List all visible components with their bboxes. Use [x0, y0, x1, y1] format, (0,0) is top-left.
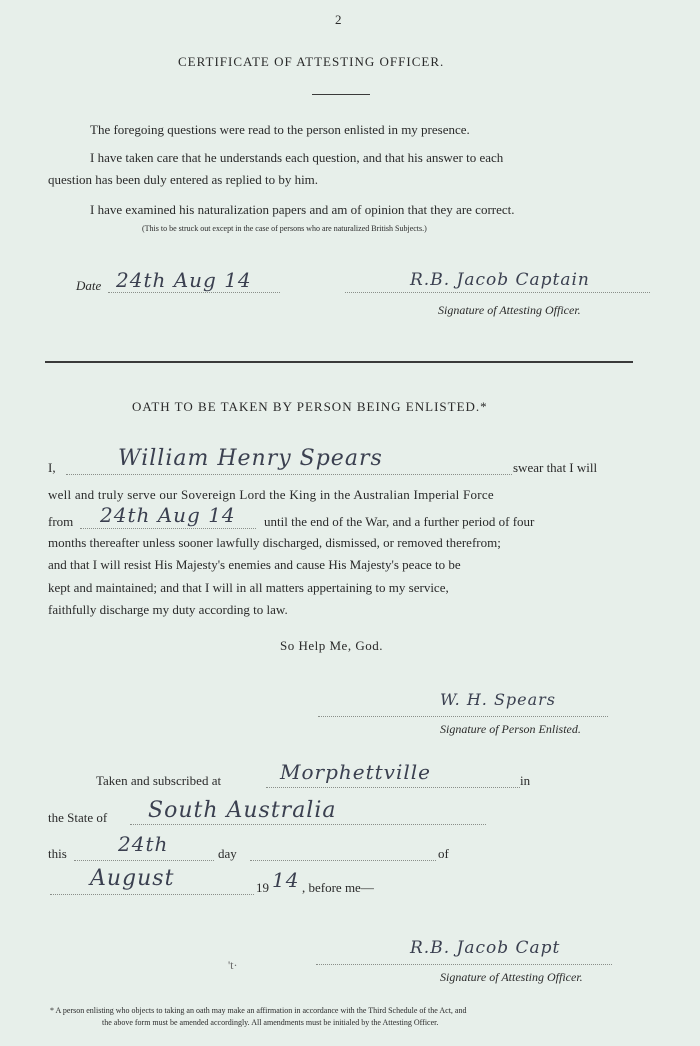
stray-mark: 't·: [228, 958, 238, 972]
enlisted-signature-caption: Signature of Person Enlisted.: [440, 722, 581, 736]
date-line: [108, 292, 280, 293]
oath-name: William Henry Spears: [118, 446, 383, 471]
day-label: day: [218, 846, 237, 861]
title-underline: [312, 94, 370, 95]
certificate-line2b: question has been duly entered as replied to by him.: [48, 172, 319, 187]
date-value: 24th Aug 14: [116, 268, 252, 292]
month-line: [50, 894, 254, 895]
oath-text2: until the end of the War, and a further period of four: [264, 514, 535, 529]
certificate-line1: The foregoing questions were read to the person enlisted in my presence.: [90, 122, 470, 137]
oath-text3: months thereafter unless sooner lawfully discharged, dismissed, or removed therefrom;: [48, 535, 501, 550]
oath-from-label: from: [48, 514, 74, 529]
final-officer-signature: R.B. Jacob Capt: [410, 938, 561, 958]
certificate-note: (This to be struck out except in the case of persons who are naturalized British Subjects.): [142, 224, 427, 233]
officer-signature-caption: Signature of Attesting Officer.: [438, 303, 581, 317]
oath-swear: swear that I will: [513, 460, 598, 475]
taken-label: Taken and subscribed at: [96, 773, 222, 788]
oath-text1: well and truly serve our Sovereign Lord the King in the Australian Imperial Force: [48, 487, 494, 502]
date-label: Date: [76, 278, 102, 293]
month-value: August: [90, 866, 175, 891]
certificate-line3: I have examined his naturalization papers and am of opinion that they are correct.: [90, 202, 515, 217]
oath-name-line: [66, 474, 512, 475]
day-value-line: [74, 860, 214, 861]
year-prefix: 19: [256, 880, 269, 895]
state-label: the State of: [48, 810, 108, 825]
taken-place: Morphettville: [280, 760, 431, 784]
oath-i-label: I,: [48, 460, 56, 475]
this-label: this: [48, 846, 67, 861]
of-label: of: [438, 846, 449, 861]
month-line-top: [250, 860, 436, 861]
final-officer-signature-line: [316, 964, 612, 965]
state-line: [130, 824, 486, 825]
before-me: , before me—: [302, 880, 374, 895]
state-value: South Australia: [148, 798, 337, 823]
footnote-line1: * A person enlisting who objects to taking an oath may make an affirmation in accordance with the Third Schedule of the Act, and: [50, 1006, 467, 1015]
oath-text5: kept and maintained; and that I will in all matters appertaining to my service,: [48, 580, 449, 595]
oath-text4: and that I will resist His Majesty's enemies and cause His Majesty's peace to be: [48, 557, 461, 572]
enlisted-signature-line: [318, 716, 608, 717]
final-officer-signature-caption: Signature of Attesting Officer.: [440, 970, 583, 984]
oath-from-line: [80, 528, 256, 529]
oath-from-date: 24th Aug 14: [100, 503, 236, 527]
oath-title: OATH TO BE TAKEN BY PERSON BEING ENLISTED.*: [132, 399, 488, 414]
taken-place-line: [266, 787, 520, 788]
taken-in-label: in: [520, 773, 531, 788]
day-value: 24th: [118, 832, 169, 856]
footnote-line2: the above form must be amended accordingly. All amendments must be initialed by the Attesting Officer.: [102, 1018, 439, 1027]
officer-signature-line: [345, 292, 650, 293]
section-divider: [45, 361, 633, 363]
year-value: 14: [272, 868, 300, 892]
certificate-title: CERTIFICATE OF ATTESTING OFFICER.: [178, 54, 445, 69]
oath-text6: faithfully discharge my duty according to law.: [48, 602, 288, 617]
so-help-me-god: So Help Me, God.: [280, 638, 383, 653]
officer-signature: R.B. Jacob Captain: [410, 270, 590, 290]
page-number: 2: [335, 12, 342, 27]
enlisted-signature: W. H. Spears: [440, 690, 557, 709]
certificate-line2a: I have taken care that he understands each question, and that his answer to each: [90, 150, 504, 165]
